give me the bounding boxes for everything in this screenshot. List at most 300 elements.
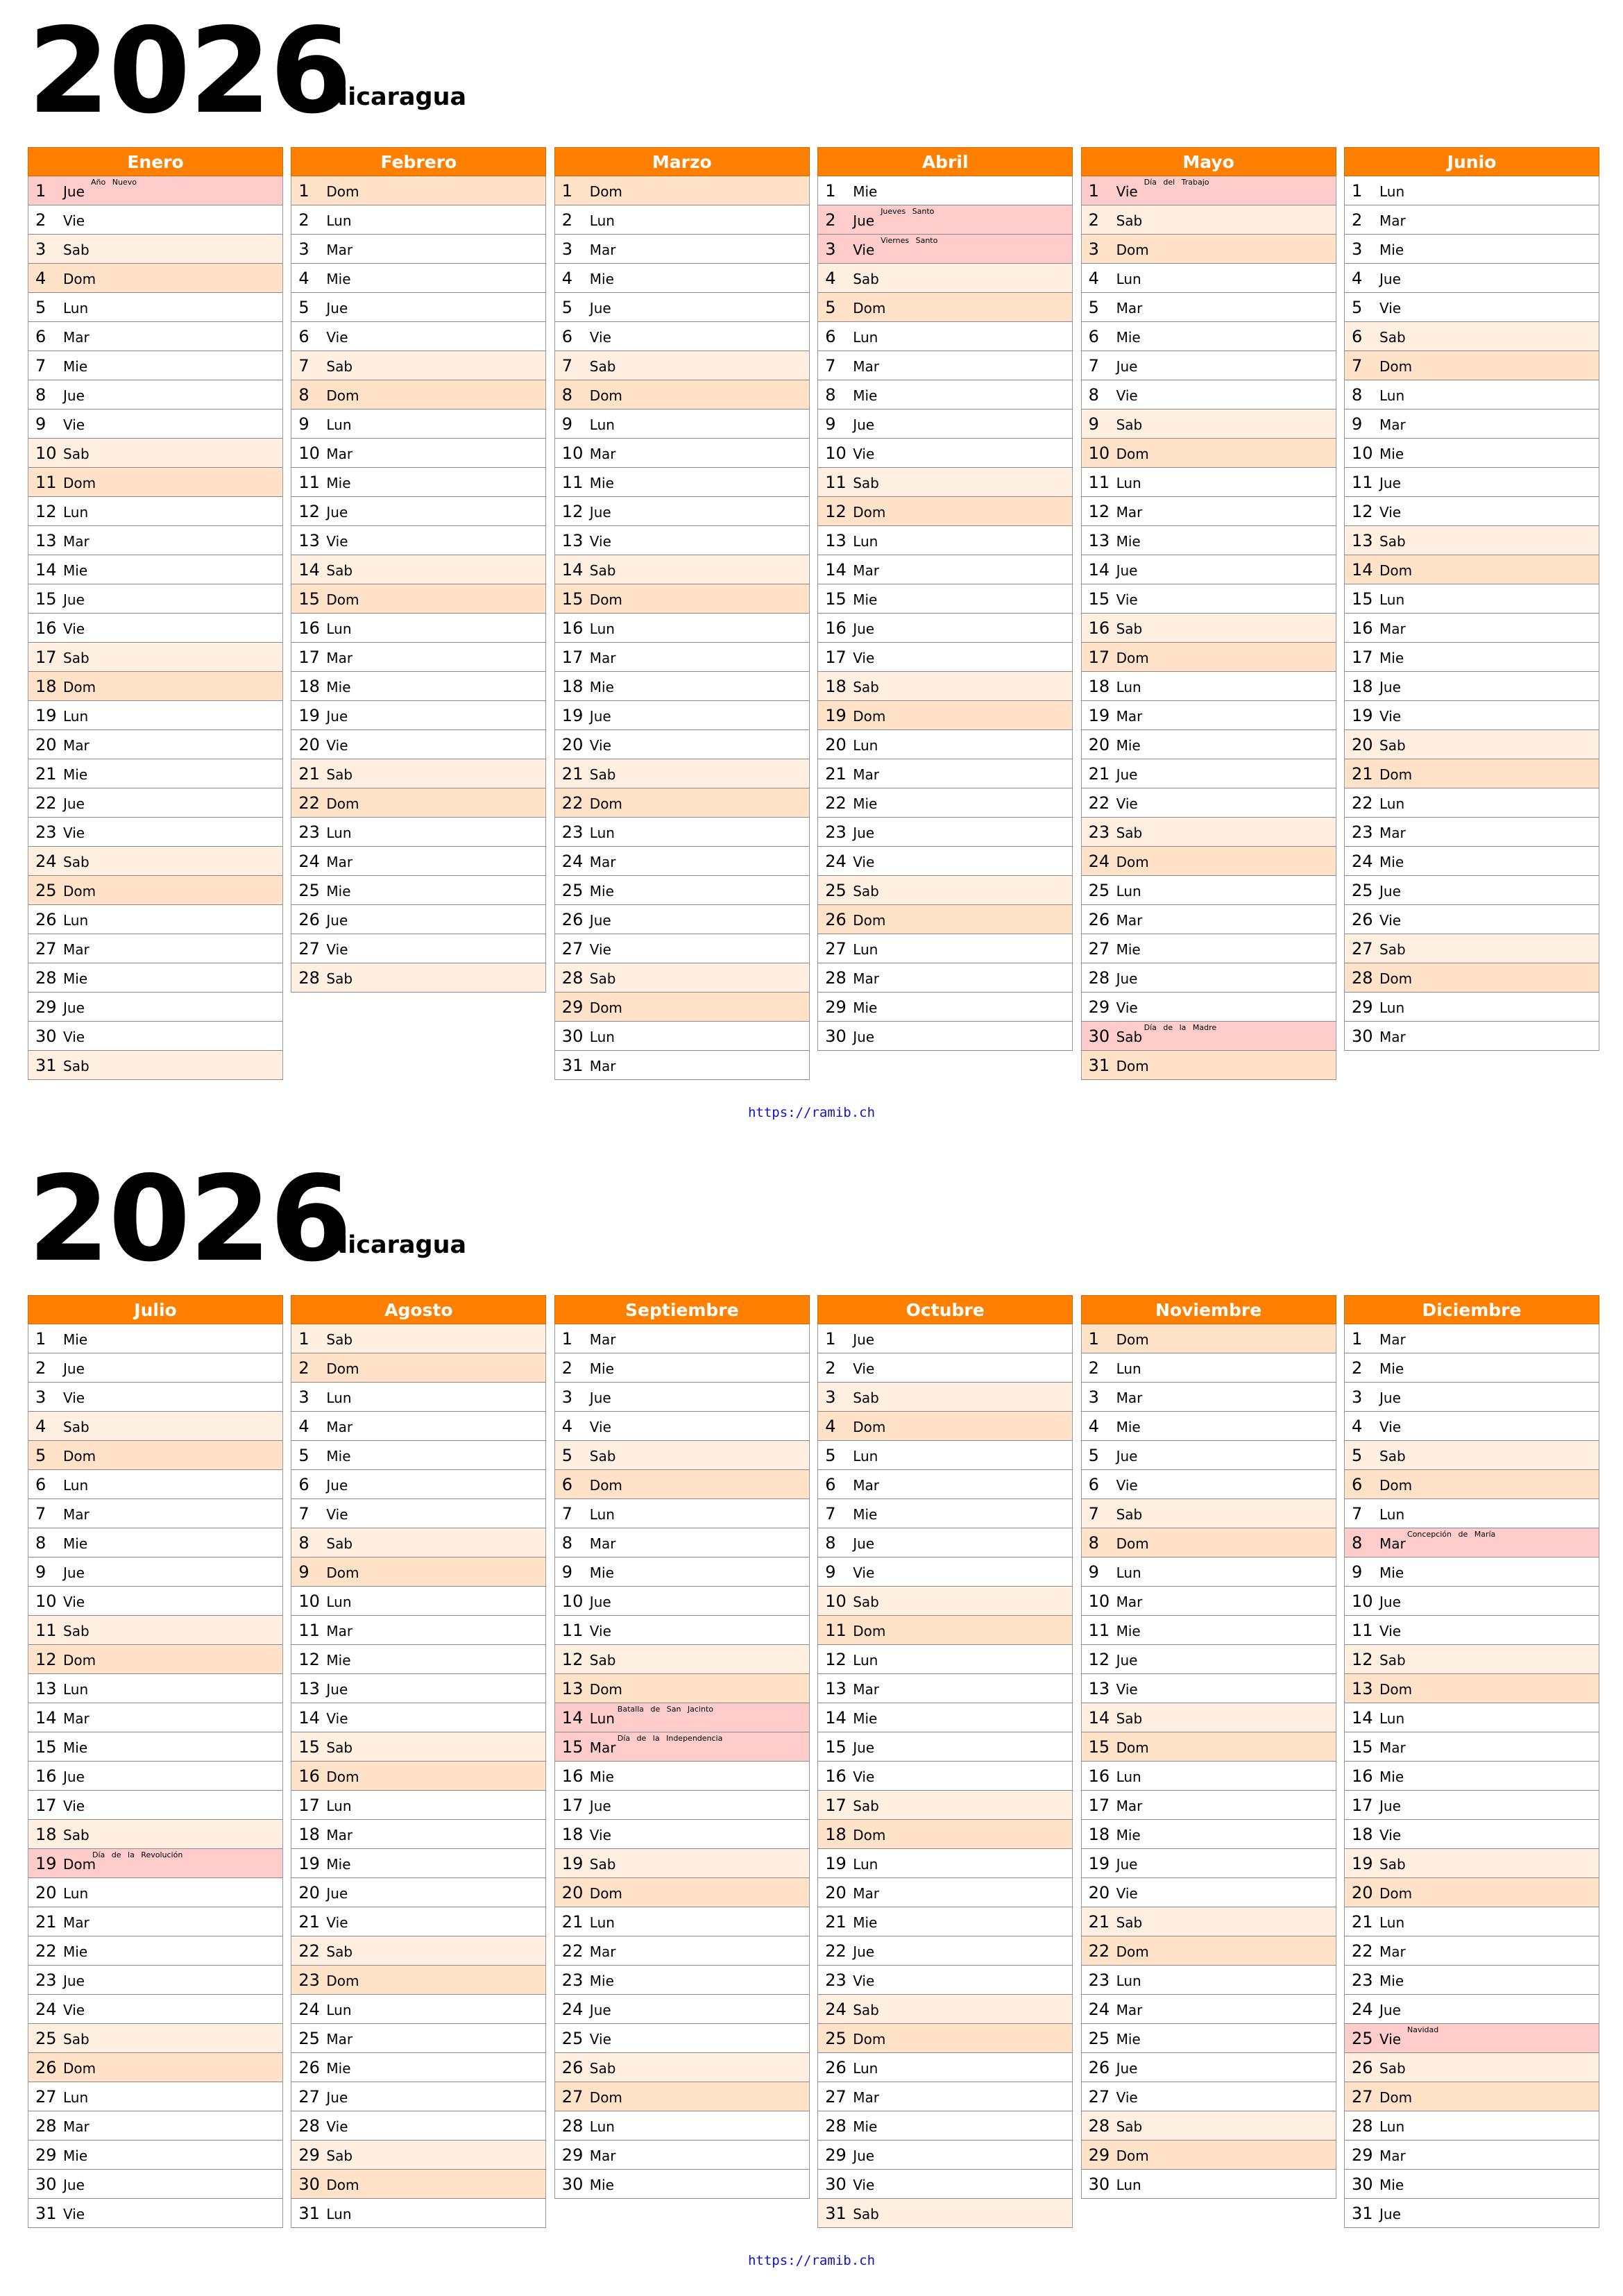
day-number: 12 — [1088, 502, 1110, 521]
day-number: 27 — [1352, 939, 1373, 959]
weekday-name: Lun — [1379, 795, 1405, 812]
weekday-name: Sab — [1116, 621, 1143, 637]
day-row — [28, 555, 283, 584]
day-row — [291, 1966, 546, 1995]
day-number: 24 — [561, 852, 584, 871]
day-number: 20 — [825, 1883, 847, 1902]
weekday-name: Mar — [326, 242, 353, 258]
weekday-name: Jue — [1379, 679, 1401, 695]
day-number: 4 — [825, 1417, 836, 1436]
day-row — [817, 1762, 1073, 1791]
day-row — [1081, 2170, 1336, 2199]
day-number: 16 — [825, 1766, 847, 1786]
day-number: 22 — [298, 793, 320, 813]
day-number: 13 — [1088, 531, 1110, 550]
day-number: 25 — [825, 881, 847, 900]
day-number: 18 — [1088, 677, 1110, 696]
day-number: 22 — [561, 793, 584, 813]
weekday-name: Dom — [63, 271, 96, 287]
day-number: 14 — [298, 560, 320, 580]
day-row — [554, 584, 810, 614]
day-number: 4 — [1088, 269, 1099, 288]
day-row — [1081, 439, 1336, 468]
weekday-name: Mar — [1116, 1390, 1143, 1406]
day-number: 26 — [1088, 910, 1110, 929]
day-number: 6 — [35, 1475, 46, 1494]
day-row — [554, 1674, 810, 1703]
day-number: 8 — [825, 385, 836, 405]
day-row — [291, 1762, 546, 1791]
day-row — [291, 380, 546, 410]
day-number: 19 — [298, 1854, 320, 1873]
day-row — [817, 1383, 1073, 1412]
day-number: 11 — [1352, 1621, 1373, 1640]
day-row — [817, 1587, 1073, 1616]
day-row — [291, 2141, 546, 2170]
day-number: 28 — [825, 2116, 847, 2136]
day-number: 1 — [561, 181, 573, 201]
day-row — [1081, 235, 1336, 264]
weekday-name: Sab — [1379, 533, 1406, 550]
weekday-name: Mie — [1379, 1360, 1404, 1377]
day-row — [817, 1820, 1073, 1849]
weekday-name: Mar — [589, 650, 616, 666]
day-number: 24 — [825, 852, 847, 871]
holiday-name: Año Nuevo — [91, 178, 137, 187]
day-row — [817, 701, 1073, 730]
day-number: 3 — [1352, 1387, 1363, 1407]
weekday-name: Mar — [1379, 212, 1406, 229]
day-row — [554, 2170, 810, 2199]
day-number: 10 — [298, 1592, 320, 1611]
country-label: Nicaragua — [328, 1231, 467, 1259]
day-number: 18 — [298, 1825, 320, 1844]
day-row — [1344, 1674, 1599, 1703]
day-row — [817, 963, 1073, 993]
day-row — [291, 963, 546, 993]
weekday-name: Jue — [1116, 562, 1138, 579]
day-row — [817, 672, 1073, 701]
day-row — [554, 555, 810, 584]
day-number: 24 — [1352, 852, 1373, 871]
day-number: 19 — [561, 706, 584, 725]
day-row — [1081, 555, 1336, 584]
day-number: 27 — [1088, 939, 1110, 959]
weekday-name: Mar — [589, 1739, 616, 1756]
day-row — [1344, 934, 1599, 963]
weekday-name: Sab — [1379, 2060, 1406, 2077]
footer-url-link[interactable]: https://ramib.ch — [747, 2253, 876, 2268]
weekday-name: Lun — [589, 1914, 615, 1931]
day-row — [817, 1907, 1073, 1936]
day-row — [28, 584, 283, 614]
month-noviembre — [1081, 1295, 1336, 2199]
day-row — [554, 1791, 810, 1820]
day-row — [291, 584, 546, 614]
day-number: 4 — [1088, 1417, 1099, 1436]
weekday-name: Jue — [589, 2002, 611, 2018]
weekday-name: Lun — [1116, 1973, 1141, 1989]
day-number: 15 — [35, 589, 57, 609]
day-row — [28, 410, 283, 439]
day-row — [28, 643, 283, 672]
day-number: 12 — [561, 502, 584, 521]
day-row — [554, 1499, 810, 1528]
day-row — [291, 264, 546, 293]
day-number: 6 — [298, 327, 309, 346]
day-number: 30 — [825, 2175, 847, 2194]
day-row — [28, 235, 283, 264]
day-number: 4 — [1352, 1417, 1363, 1436]
weekday-name: Sab — [1379, 737, 1406, 754]
day-row — [817, 2024, 1073, 2053]
day-number: 26 — [1352, 2058, 1373, 2077]
day-row — [291, 614, 546, 643]
day-row — [28, 1022, 283, 1051]
weekday-name: Vie — [63, 212, 85, 229]
day-number: 28 — [1352, 968, 1373, 988]
day-row — [28, 2199, 283, 2228]
day-number: 6 — [1352, 327, 1363, 346]
day-row — [291, 1383, 546, 1412]
day-row — [554, 1528, 810, 1558]
day-row — [1081, 759, 1336, 788]
day-number: 15 — [298, 1737, 320, 1757]
day-row — [1081, 963, 1336, 993]
day-row — [1344, 1353, 1599, 1383]
day-row — [28, 1353, 283, 1383]
weekday-name: Sab — [589, 1856, 616, 1873]
weekday-name: Vie — [326, 1710, 348, 1727]
day-row — [1344, 730, 1599, 759]
weekday-name: Lun — [589, 1710, 615, 1727]
day-number: 5 — [1352, 298, 1363, 317]
day-number: 18 — [561, 677, 584, 696]
day-row — [28, 1470, 283, 1499]
weekday-name: Vie — [589, 1623, 611, 1639]
day-row — [1344, 1412, 1599, 1441]
day-row — [1081, 2053, 1336, 2082]
day-row — [817, 1558, 1073, 1587]
weekday-name: Mar — [1116, 1798, 1143, 1814]
day-number: 7 — [561, 356, 573, 375]
day-row — [554, 905, 810, 934]
day-number: 21 — [1352, 1912, 1373, 1932]
weekday-name: Vie — [1379, 1827, 1402, 1843]
day-number: 14 — [1088, 1708, 1110, 1728]
day-number: 27 — [1352, 2087, 1373, 2107]
day-row — [1081, 1324, 1336, 1353]
weekday-name: Vie — [853, 242, 875, 258]
weekday-name: Dom — [1116, 1058, 1149, 1074]
weekday-name: Sab — [326, 766, 353, 783]
weekday-name: Sab — [589, 2060, 616, 2077]
day-row — [1344, 380, 1599, 410]
weekday-name: Lun — [326, 1390, 352, 1406]
weekday-name: Mie — [1116, 533, 1141, 550]
day-number: 9 — [561, 1562, 573, 1582]
weekday-name: Mie — [63, 1739, 88, 1756]
day-row — [291, 526, 546, 555]
day-number: 23 — [825, 1970, 847, 1990]
day-number: 2 — [1088, 1358, 1099, 1378]
day-row — [554, 701, 810, 730]
day-number: 28 — [298, 2116, 320, 2136]
weekday-name: Vie — [63, 825, 85, 841]
day-row — [817, 788, 1073, 818]
weekday-name: Lun — [326, 621, 352, 637]
day-number: 6 — [35, 327, 46, 346]
weekday-name: Lun — [1379, 387, 1405, 404]
day-number: 30 — [298, 2175, 320, 2194]
day-row — [817, 905, 1073, 934]
day-row — [1344, 614, 1599, 643]
weekday-name: Vie — [853, 854, 875, 870]
day-row — [554, 293, 810, 322]
day-number: 29 — [298, 2145, 320, 2165]
day-row — [1081, 2024, 1336, 2053]
day-number: 26 — [825, 2058, 847, 2077]
weekday-name: Mie — [63, 1943, 88, 1960]
weekday-name: Mar — [1116, 504, 1143, 521]
day-number: 2 — [298, 210, 309, 230]
day-number: 28 — [1088, 968, 1110, 988]
weekday-name: Mie — [326, 1652, 351, 1669]
weekday-name: Vie — [853, 1973, 875, 1989]
day-number: 19 — [1352, 706, 1373, 725]
day-row — [1344, 235, 1599, 264]
day-row — [554, 1324, 810, 1353]
weekday-name: Jue — [589, 708, 611, 725]
day-number: 24 — [1352, 2000, 1373, 2019]
day-number: 22 — [35, 793, 57, 813]
day-number: 20 — [825, 735, 847, 754]
day-number: 16 — [1352, 1766, 1373, 1786]
weekday-name: Dom — [589, 1477, 622, 1494]
day-row — [554, 730, 810, 759]
weekday-name: Sab — [1116, 825, 1143, 841]
weekday-name: Mie — [1116, 1827, 1141, 1843]
day-number: 26 — [1088, 2058, 1110, 2077]
day-number: 31 — [298, 2204, 320, 2223]
day-number: 27 — [298, 2087, 320, 2107]
day-number: 27 — [825, 2087, 847, 2107]
day-number: 24 — [825, 2000, 847, 2019]
day-number: 9 — [825, 1562, 836, 1582]
weekday-name: Vie — [853, 1564, 875, 1581]
day-row — [1081, 934, 1336, 963]
day-row — [1081, 1732, 1336, 1762]
day-row — [28, 1762, 283, 1791]
day-number: 23 — [298, 1970, 320, 1990]
weekday-name: Vie — [589, 941, 611, 958]
day-row — [291, 1353, 546, 1383]
day-row — [28, 993, 283, 1022]
weekday-name: Dom — [1116, 1535, 1149, 1552]
day-row — [554, 1051, 810, 1080]
weekday-name: Lun — [1379, 591, 1405, 608]
day-row — [291, 1412, 546, 1441]
weekday-name: Vie — [1116, 999, 1138, 1016]
weekday-name: Vie — [853, 1360, 875, 1377]
weekday-name: Lun — [853, 2060, 878, 2077]
day-row — [28, 293, 283, 322]
day-row — [817, 1791, 1073, 1820]
day-number: 14 — [1088, 560, 1110, 580]
day-number: 9 — [1352, 1562, 1363, 1582]
weekday-name: Jue — [853, 212, 875, 229]
weekday-name: Vie — [1116, 795, 1138, 812]
day-row — [554, 847, 810, 876]
weekday-name: Sab — [63, 1623, 90, 1639]
weekday-name: Vie — [1379, 1419, 1402, 1435]
day-row — [817, 2111, 1073, 2141]
weekday-name: Dom — [63, 679, 96, 695]
day-number: 3 — [825, 239, 836, 259]
weekday-name: Vie — [63, 1798, 85, 1814]
day-number: 18 — [298, 677, 320, 696]
day-number: 17 — [298, 1796, 320, 1815]
day-number: 11 — [298, 473, 320, 492]
day-number: 2 — [1088, 210, 1099, 230]
calendar-page-second-half — [0, 1148, 1623, 2296]
day-row — [1081, 1936, 1336, 1966]
day-row — [28, 468, 283, 497]
day-row — [817, 351, 1073, 380]
day-row — [28, 439, 283, 468]
weekday-name: Dom — [1116, 1739, 1149, 1756]
weekday-name: Lun — [589, 416, 615, 433]
day-row — [554, 614, 810, 643]
day-number: 13 — [561, 1679, 584, 1698]
holiday-name: Día de la Madre — [1144, 1023, 1217, 1032]
weekday-name: Mar — [326, 1419, 353, 1435]
day-row — [1344, 205, 1599, 235]
day-number: 20 — [298, 1883, 320, 1902]
holiday-row — [1081, 176, 1336, 205]
day-row — [554, 2141, 810, 2170]
day-number: 30 — [1352, 2175, 1373, 2194]
day-number: 23 — [1088, 822, 1110, 842]
month-junio — [1344, 147, 1599, 1051]
day-row — [28, 526, 283, 555]
day-number: 9 — [825, 414, 836, 434]
day-row — [1081, 497, 1336, 526]
weekday-name: Mar — [1379, 825, 1406, 841]
weekday-name: Sab — [63, 1058, 90, 1074]
day-row — [817, 1645, 1073, 1674]
day-number: 5 — [561, 1446, 573, 1465]
day-number: 2 — [1352, 210, 1363, 230]
day-row — [817, 264, 1073, 293]
day-row — [1344, 264, 1599, 293]
weekday-name: Mar — [326, 854, 353, 870]
day-row — [1081, 351, 1336, 380]
weekday-name: Mie — [1379, 446, 1404, 462]
day-number: 28 — [561, 2116, 584, 2136]
day-row — [1344, 293, 1599, 322]
weekday-name: Jue — [589, 300, 611, 316]
day-row — [554, 993, 810, 1022]
weekday-name: Dom — [589, 795, 622, 812]
day-number: 16 — [35, 1766, 57, 1786]
weekday-name: Jue — [326, 708, 348, 725]
day-number: 6 — [1088, 327, 1099, 346]
weekday-name: Lun — [1379, 183, 1405, 200]
weekday-name: Jue — [1379, 1798, 1401, 1814]
day-number: 22 — [825, 1941, 847, 1961]
weekday-name: Mar — [1379, 2147, 1406, 2164]
day-row — [554, 643, 810, 672]
day-row — [291, 497, 546, 526]
weekday-name: Vie — [326, 533, 348, 550]
weekday-name: Lun — [1116, 475, 1141, 491]
day-row — [28, 1324, 283, 1353]
weekday-name: Mar — [853, 1885, 879, 1902]
day-row — [291, 1703, 546, 1732]
day-number: 20 — [561, 1883, 584, 1902]
day-row — [1081, 818, 1336, 847]
day-row — [291, 555, 546, 584]
weekday-name: Vie — [63, 1029, 85, 1045]
weekday-name: Mar — [1379, 1331, 1406, 1348]
day-number: 6 — [298, 1475, 309, 1494]
day-row — [554, 1470, 810, 1499]
day-number: 10 — [561, 1592, 584, 1611]
day-row — [817, 1470, 1073, 1499]
weekday-name: Lun — [589, 2118, 615, 2135]
weekday-name: Lun — [326, 2206, 352, 2222]
day-number: 16 — [1352, 618, 1373, 638]
day-number: 15 — [1352, 1737, 1373, 1757]
day-row — [28, 759, 283, 788]
weekday-name: Mar — [853, 358, 879, 375]
weekday-name: Jue — [326, 2089, 348, 2106]
weekday-name: Mar — [853, 970, 879, 987]
footer-url-link[interactable]: https://ramib.ch — [747, 1105, 876, 1120]
weekday-name: Lun — [1379, 999, 1405, 1016]
weekday-name: Dom — [1379, 562, 1413, 579]
day-number: 20 — [1088, 735, 1110, 754]
weekday-name: Mar — [853, 766, 879, 783]
day-row — [1081, 468, 1336, 497]
weekday-name: Jue — [1379, 2206, 1401, 2222]
day-number: 9 — [1088, 1562, 1099, 1582]
month-febrero — [291, 147, 546, 993]
day-row — [28, 847, 283, 876]
day-row — [1344, 963, 1599, 993]
day-number: 26 — [825, 910, 847, 929]
day-row — [554, 526, 810, 555]
day-number: 24 — [35, 2000, 57, 2019]
weekday-name: Lun — [63, 300, 89, 316]
day-row — [817, 1703, 1073, 1732]
day-number: 19 — [35, 1854, 57, 1873]
day-number: 25 — [1088, 2029, 1110, 2048]
weekday-name: Dom — [1379, 1885, 1413, 1902]
weekday-name: Sab — [1379, 941, 1406, 958]
day-number: 25 — [298, 881, 320, 900]
day-row — [28, 351, 283, 380]
day-number: 8 — [35, 385, 46, 405]
weekday-name: Lun — [1116, 1769, 1141, 1785]
month-enero — [28, 147, 283, 1080]
day-number: 2 — [298, 1358, 309, 1378]
day-number: 19 — [561, 1854, 584, 1873]
weekday-name: Vie — [326, 1506, 348, 1523]
weekday-name: Mie — [589, 1973, 614, 1989]
day-row — [1344, 322, 1599, 351]
